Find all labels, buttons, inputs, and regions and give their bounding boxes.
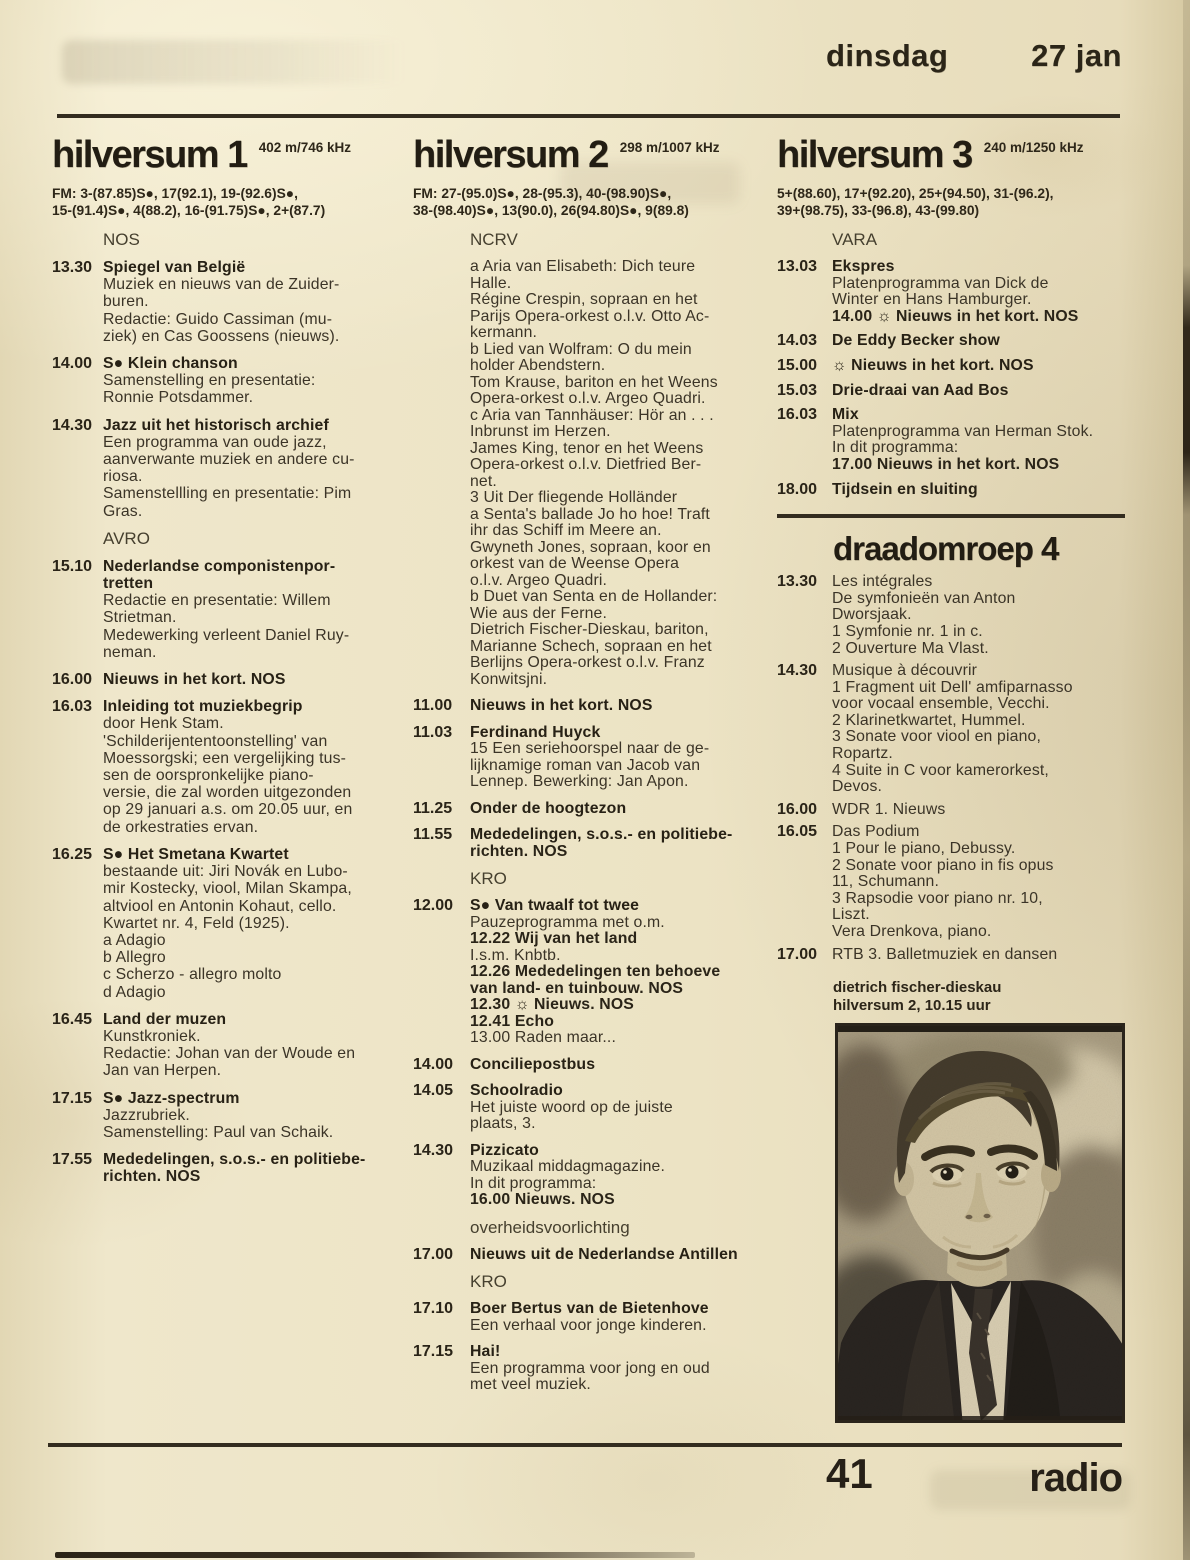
program-content [470, 259, 775, 688]
program-line: Opera-orkest o.l.v. Argeo Quadri. [470, 390, 706, 407]
program-line: versie, die zal worden uitgezonden [103, 784, 352, 802]
program-time: 14.05 [413, 1082, 454, 1099]
program-line: Winter en Hans Hamburger. [832, 291, 1032, 309]
program-title: S● Klein chanson [103, 355, 238, 373]
program-line: Tom Krause, bariton en het Weens [470, 373, 718, 391]
program-time: 15.03 [777, 381, 818, 399]
program-time: 14.30 [52, 416, 93, 434]
program-line: 17.00 Nieuws in het kort. NOS [832, 455, 1060, 473]
fm-line: 5+(88.60), 17+(92.20), 25+(94.50), 31-(96.2), [777, 186, 1054, 201]
program-line: a Senta's ballade Jo ho hoe! Traft [470, 505, 710, 523]
program-content [832, 333, 1125, 350]
fm-frequencies [413, 185, 775, 219]
program-line: 15 Een seriehoorspel naar de ge- [470, 740, 710, 757]
program-line: Jazzrubriek. [103, 1106, 190, 1124]
program-entry [413, 698, 775, 715]
program-time: 11.25 [413, 799, 453, 817]
program-line: 2 Sonate voor piano in fis opus [832, 856, 1054, 874]
broadcaster-label: AVRO [103, 528, 150, 548]
channel-title: draadomroep 4 [833, 530, 1059, 568]
program-line: a Aria van Elisabeth: Dich teure [470, 258, 696, 275]
program-content [103, 558, 424, 661]
program-entry [777, 824, 1125, 940]
program-line: b Allegro [103, 949, 166, 967]
program-time: 16.00 [52, 671, 93, 689]
program-content [103, 1151, 424, 1185]
program-line: Devos. [832, 778, 883, 796]
broadcaster-label: overheidsvoorlichting [470, 1217, 630, 1237]
page-header [826, 38, 1122, 74]
program-title: S● Het Smetana Kwartet [103, 845, 289, 863]
program-line: 3 Sonate voor viool en piano, [832, 728, 1041, 746]
program-entry [52, 1090, 424, 1142]
program-content [832, 482, 1125, 499]
program-line: c Aria van Tannhäuser: Hör an . . . [470, 406, 714, 424]
program-list [413, 231, 775, 1394]
program-line: Vera Drenkova, piano. [832, 923, 992, 940]
program-line: 'Schilderijententoonstelling' van [103, 732, 328, 750]
program-time: 14.30 [777, 662, 818, 680]
right-column [777, 134, 1125, 1428]
program-line: Ronnie Potsdammer. [103, 389, 254, 407]
program-line: door Henk Stam. [103, 715, 224, 733]
program-line: Régine Crespin, sopraan en het [470, 291, 698, 308]
program-content [470, 1344, 775, 1394]
bottom-divider [48, 1443, 1122, 1447]
program-time: 14.03 [777, 332, 818, 350]
program-line: Moessorgski; een vergelijking tus- [103, 749, 347, 767]
program-line: 16.00 Nieuws. NOS [470, 1191, 615, 1208]
fm-frequencies [777, 185, 1125, 219]
page-number: 41 [826, 1450, 873, 1497]
program-entry [52, 355, 424, 407]
photo-frame [835, 1023, 1125, 1428]
program-line: Gras. [103, 502, 143, 520]
program-entry [777, 482, 1125, 499]
program-line: mir Kostecky, viool, Milan Skampa, [103, 880, 352, 898]
program-title: Jazz uit het historisch archief [103, 416, 329, 434]
program-title: Drie-draai van Aad Bos [832, 381, 1009, 399]
program-line: sen de oorspronkelijke piano- [103, 767, 314, 785]
program-line: Muziek en nieuws van de Zuider- [103, 276, 340, 294]
program-line: 12.30 ☼ Nieuws. NOS [470, 996, 634, 1013]
page-edge-shadow [55, 1552, 695, 1558]
fm-frequencies [52, 185, 424, 219]
program-time: 16.03 [52, 698, 93, 716]
program-line: Lennep. Bewerking: Jan Apon. [470, 773, 689, 790]
program-entry [413, 1083, 775, 1133]
program-title: Nieuws uit de Nederlandse Antillen [470, 1245, 738, 1263]
program-entry [52, 1151, 424, 1185]
program-line: Een programma van oude jazz, [103, 433, 327, 451]
program-title: Nieuws in het kort. NOS [470, 697, 653, 714]
program-line: plaats, 3. [470, 1115, 536, 1132]
program-title: ☼ Nieuws in het kort. NOS [832, 356, 1034, 374]
program-line: Het juiste woord op de juiste [470, 1098, 673, 1116]
program-line: Kwartet nr. 4, Feld (1925). [103, 914, 290, 932]
program-line: riosa. [103, 468, 143, 486]
program-line: Marianne Schech, sopraan en het [470, 637, 712, 655]
program-line: James King, tenor en het Weens [470, 439, 704, 457]
program-line: 1 Symfonie nr. 1 in c. [832, 622, 983, 640]
program-list [52, 231, 424, 1186]
program-title: Inleiding tot muziekbegrip [103, 698, 303, 716]
program-entry [52, 417, 424, 520]
program-content [832, 383, 1125, 400]
program-line: Pauzeprogramma met o.m. [470, 913, 665, 931]
broadcaster-label: NCRV [470, 230, 518, 249]
broadcaster-label: KRO [470, 1272, 507, 1291]
program-entry [52, 558, 424, 661]
program-entry [777, 407, 1125, 473]
program-content [470, 1301, 775, 1334]
program-entry [413, 1301, 775, 1334]
program-line: Redactie en presentatie: Willem [103, 592, 331, 610]
program-time: 13.03 [777, 258, 818, 275]
program-line: aanverwante muziek en andere cu- [103, 451, 355, 469]
program-entry [413, 259, 775, 688]
top-divider [57, 114, 1120, 118]
program-entry [52, 698, 424, 836]
program-entry [413, 1057, 775, 1074]
channel-title: hilversum 2 [413, 134, 608, 176]
program-title: Schoolradio [470, 1082, 563, 1099]
program-line: 4 Suite in C voor kamerorkest, [832, 761, 1049, 779]
program-title: Land der muzen [103, 1010, 227, 1028]
program-line: 3 Uit Der fliegende Holländer [470, 489, 678, 506]
program-time: 17.00 [413, 1245, 454, 1263]
fm-line: FM: 27-(95.0)S●, 28-(95.3), 40-(98.90)S●, [413, 186, 672, 201]
photo-caption-line: hilversum 2, 10.15 uur [833, 997, 991, 1015]
program-entry [413, 801, 775, 818]
program-time: 16.45 [52, 1010, 93, 1028]
program-content [103, 1011, 424, 1080]
program-line: Wie aus der Ferne. [470, 604, 608, 622]
program-content [470, 898, 775, 1047]
program-entry [777, 802, 1125, 819]
program-line: voor vocaal ensemble, Vecchi. [832, 695, 1050, 713]
channel-frequency: 298 m/1007 kHz [619, 140, 720, 155]
program-line: Platenprogramma van Dick de [832, 274, 1049, 292]
program-title: Mededelingen, s.o.s.- en politiebe- [103, 1151, 366, 1169]
program-line: Redactie: Guido Cassiman (mu- [103, 310, 333, 328]
program-time: 16.03 [777, 406, 818, 424]
program-title: Ferdinand Huyck [470, 723, 601, 741]
program-title: Onder de hoogtezon [470, 799, 627, 817]
channel-title: hilversum 1 [52, 134, 247, 176]
program-content [103, 1090, 424, 1142]
program-line: ihr das Schiff im Meere an. [470, 522, 662, 539]
program-list [777, 574, 1125, 963]
program-line: Kunstkroniek. [103, 1027, 201, 1045]
program-line: 12.41 Echo [470, 1012, 555, 1030]
program-time: 17.55 [52, 1151, 93, 1169]
section-divider [777, 514, 1125, 518]
program-content [832, 663, 1125, 796]
channel-frequency: 240 m/1250 kHz [983, 140, 1084, 155]
program-time: 17.00 [777, 945, 818, 963]
program-time: 11.03 [413, 723, 453, 741]
program-line: Konwitsjni. [470, 670, 548, 688]
program-content [470, 1247, 775, 1264]
program-content [103, 355, 424, 407]
program-line: op 29 januari a.s. om 20.05 uur, en [103, 801, 353, 819]
program-line: kermann. [470, 324, 538, 341]
program-time: 17.15 [52, 1089, 93, 1107]
program-title: S● Jazz-spectrum [103, 1089, 240, 1107]
program-title: Tijdsein en sluiting [832, 480, 978, 498]
program-line: Muzikaal middagmagazine. [470, 1158, 666, 1175]
broadcaster-label: NOS [103, 230, 140, 249]
program-line: Redactie: Johan van der Woude en [103, 1045, 356, 1063]
program-line: 3 Rapsodie voor piano nr. 10, [832, 889, 1043, 907]
program-line: Jan van Herpen. [103, 1062, 222, 1080]
program-entry [777, 574, 1125, 657]
program-line: Strietman. [103, 609, 177, 627]
program-title: Spiegel van België [103, 259, 246, 276]
program-content [470, 725, 775, 791]
program-time: 11.00 [413, 697, 453, 714]
program-line: buren. [103, 293, 149, 311]
program-time: 16.25 [52, 845, 93, 863]
program-line: In dit programma: [470, 1174, 597, 1192]
program-content [103, 846, 424, 1001]
program-line: 2 Ouverture Ma Vlast. [832, 639, 989, 657]
program-line: De symfonieën van Anton [832, 589, 1016, 607]
program-time: 13.30 [777, 573, 818, 591]
program-line: Medewerking verleent Daniel Ruy- [103, 626, 350, 644]
program-content [832, 358, 1125, 375]
program-title: Das Podium [832, 823, 920, 841]
program-title: S● Van twaalf tot twee [470, 897, 640, 914]
program-time: 16.00 [777, 800, 818, 818]
program-line: 11, Schumann. [832, 873, 940, 891]
channel-frequency: 402 m/746 kHz [258, 140, 352, 155]
program-content [832, 407, 1125, 473]
program-line: Samenstelling en presentatie: [103, 372, 316, 390]
program-entry [777, 383, 1125, 400]
channel-hilversum-1 [52, 134, 424, 1196]
program-content [470, 1143, 775, 1209]
program-time: 12.00 [413, 897, 454, 914]
fm-line: 15-(91.4)S●, 4(88.2), 16-(91.75)S●, 2+(87.7) [52, 203, 326, 218]
program-content [470, 698, 775, 715]
program-title: WDR 1. Nieuws [832, 800, 946, 818]
program-title: Musique à découvrir [832, 662, 978, 680]
program-line: holder Abendstern. [470, 357, 606, 374]
program-entry [777, 947, 1125, 964]
program-time: 15.10 [52, 557, 93, 575]
program-title: Hai! [470, 1343, 501, 1360]
program-entry [777, 333, 1125, 350]
broadcaster-label: VARA [832, 230, 878, 249]
program-title: Boer Bertus van de Bietenhove [470, 1300, 709, 1317]
program-line: Liszt. [832, 906, 870, 924]
program-line: 12.26 Mededelingen ten behoeve [470, 963, 721, 980]
program-line: de orkestraties ervan. [103, 818, 259, 836]
program-time: 13.30 [52, 259, 93, 276]
program-entry [413, 1247, 775, 1264]
program-title: Pizzicato [470, 1141, 539, 1159]
channel-header [833, 530, 1125, 568]
program-content [103, 259, 424, 345]
fischer-dieskau-photo [835, 1023, 1125, 1423]
program-title: RTB 3. Balletmuziek en dansen [832, 945, 1058, 963]
fm-line: 38-(98.40)S●, 13(90.0), 26(94.80)S●, 9(89.8) [413, 203, 689, 218]
program-content [832, 574, 1125, 657]
program-content [103, 417, 424, 520]
program-content [103, 671, 424, 688]
channel-draadomroep-4 [777, 530, 1125, 963]
program-line: Opera-orkest o.l.v. Dietfried Ber- [470, 456, 702, 473]
program-line: Halle. [470, 274, 512, 292]
program-content [470, 801, 775, 818]
program-time: 16.05 [777, 823, 818, 841]
program-line: Een programma voor jong en oud [470, 1359, 710, 1377]
program-line: Platenprogramma van Herman Stok. [832, 422, 1094, 440]
program-line: Ropartz. [832, 745, 893, 763]
program-title: Mededelingen, s.o.s.- en politiebe- [470, 826, 733, 843]
program-entry [777, 259, 1125, 325]
program-entry [413, 898, 775, 1047]
program-entry [52, 259, 424, 345]
program-line: Berlijns Opera-orkest o.l.v. Franz [470, 654, 705, 671]
program-line: neman. [103, 643, 157, 661]
program-entry [413, 1344, 775, 1394]
program-line: tretten [103, 575, 154, 593]
program-line: net. [470, 472, 497, 490]
program-line: richten. NOS [103, 1168, 201, 1186]
program-content [470, 827, 775, 860]
program-time: 14.30 [413, 1141, 454, 1159]
program-line: Parijs Opera-orkest o.l.v. Otto Ac- [470, 307, 710, 325]
program-time: 17.10 [413, 1300, 454, 1317]
program-content [470, 1057, 775, 1074]
program-title: Conciliepostbus [470, 1055, 596, 1073]
program-line: b Duet van Senta en de Hollander: [470, 588, 718, 605]
program-line: c Scherzo - allegro molto [103, 966, 282, 984]
program-entry [52, 846, 424, 1001]
program-line: van land- en tuinbouw. NOS [470, 979, 684, 997]
program-content [470, 1083, 775, 1133]
program-line: I.s.m. Knbtb. [470, 946, 561, 964]
program-line: 1 Pour le piano, Debussy. [832, 840, 1016, 858]
program-line: lijknamige roman van Jacob van [470, 756, 701, 774]
section-label: radio [1029, 1456, 1122, 1500]
photo-caption-line: dietrich fischer-dieskau [833, 979, 1002, 997]
program-list [777, 231, 1125, 498]
program-line: Een verhaal voor jonge kinderen. [470, 1316, 707, 1334]
program-entry [52, 671, 424, 688]
program-line: b Lied van Wolfram: O du mein [470, 340, 692, 358]
program-line: 2 Klarinetkwartet, Hummel. [832, 711, 1026, 729]
program-line: 12.22 Wij van het land [470, 930, 638, 947]
program-line: 13.00 Raden maar... [470, 1029, 616, 1046]
program-time: 17.15 [413, 1343, 454, 1360]
program-entry [777, 663, 1125, 796]
program-line: a Adagio [103, 931, 166, 949]
program-title: Ekspres [832, 258, 895, 275]
page-edge-shadow [1183, 0, 1190, 1560]
channel-hilversum-3 [777, 134, 1125, 498]
program-title: Les intégrales [832, 573, 933, 591]
fm-line: 39+(98.75), 33-(96.8), 43-(99.80) [777, 203, 980, 218]
weekday-label: dinsdag [826, 38, 949, 73]
program-time: 14.00 [413, 1055, 454, 1073]
program-line: o.l.v. Argeo Quadri. [470, 571, 608, 589]
program-time [413, 259, 470, 688]
program-time: 11.55 [413, 826, 453, 843]
program-line: met veel muziek. [470, 1376, 591, 1393]
program-entry [413, 725, 775, 791]
print-bleedthrough [62, 40, 407, 84]
program-line: Inbrunst im Herzen. [470, 423, 611, 440]
photo-caption [833, 979, 1125, 1015]
program-line: In dit programma: [832, 439, 959, 457]
program-content [832, 259, 1125, 325]
channel-header [52, 134, 424, 177]
program-entry [413, 827, 775, 860]
program-time: 18.00 [777, 480, 818, 498]
broadcaster-label: KRO [470, 869, 507, 888]
program-line: Samenstelling: Paul van Schaik. [103, 1123, 334, 1141]
program-time: 15.00 [777, 356, 818, 374]
program-line: Samenstellling en presentatie: Pim [103, 485, 352, 503]
program-line: 14.00 ☼ Nieuws in het kort. NOS [832, 307, 1079, 325]
program-line: ziek) en Cas Goossens (nieuws). [103, 327, 340, 345]
program-line: bestaande uit: Jiri Novák en Lubo- [103, 863, 348, 881]
program-content [832, 802, 1125, 819]
program-title: Nederlandse componistenpor- [103, 557, 336, 575]
program-time: 14.00 [52, 355, 93, 373]
program-content [832, 824, 1125, 940]
program-line: richten. NOS [470, 842, 568, 860]
program-line: Gwyneth Jones, sopraan, koor en [470, 538, 711, 556]
program-content [103, 698, 424, 836]
program-line: altviool en Antonin Kohaut, cello. [103, 897, 337, 915]
program-title: Mix [832, 406, 859, 424]
channel-title: hilversum 3 [777, 134, 972, 176]
program-entry [52, 1011, 424, 1080]
program-content [832, 947, 1125, 964]
channel-header [777, 134, 1125, 177]
program-entry [413, 1143, 775, 1209]
program-line: Dietrich Fischer-Dieskau, bariton, [470, 621, 709, 638]
program-line: 1 Fragment uit Dell' amfiparnasso [832, 678, 1073, 696]
channel-hilversum-2 [413, 134, 775, 1404]
program-line: d Adagio [103, 983, 166, 1001]
fm-line: FM: 3-(87.85)S●, 17(92.1), 19-(92.6)S●, [52, 186, 298, 201]
program-title: De Eddy Becker show [832, 332, 1000, 350]
program-title: Nieuws in het kort. NOS [103, 671, 286, 689]
date-label: 27 jan [1031, 38, 1122, 73]
program-line: orkest van de Weense Opera [470, 555, 680, 572]
program-line: Dworsjaak. [832, 606, 912, 624]
program-entry [777, 358, 1125, 375]
channel-header [413, 134, 775, 177]
